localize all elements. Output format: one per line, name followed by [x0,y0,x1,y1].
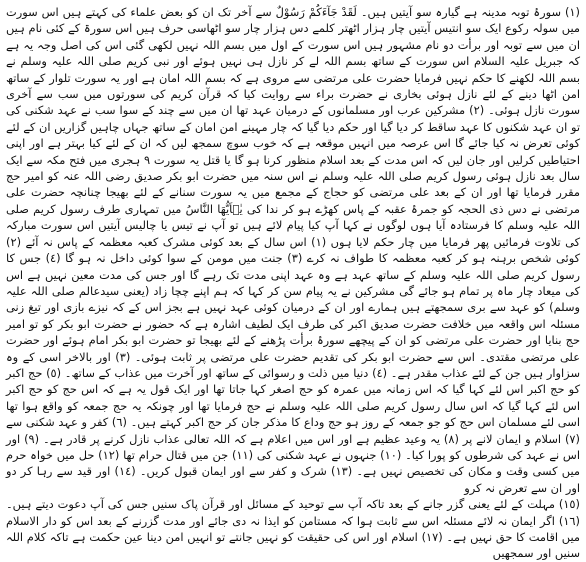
commentary-paragraph: (١) سورۂ توبہ مدینہ ہے گیارہ سو آیتیں ہیں۔ لَقَدْ جَآءَکُمْ رَسُوْلٌ سے آخر تک ان کو بعض علماء کی کہتے ہیں اس سورت میں سولہ رکوع ایک سو انتیس آیتیں چار ہزار اٹھتر کلمے دس ہزار چار سو اٹھاسی حرف ہیں اس سورۃ کے کئی نام ہیں ان میں سے توبہ اور برأت دو نام مشہور ہیں اس سورت کے اول میں بسم اللہ نہیں لکھی گئی اس کی اصل وجہ یہ ہے کہ جبریل علیہ السلام اس سورت کے ساتھ بسم اللہ لے کر نازل ہی نہیں ہوئے اور نبی کریم صلی اللہ علیہ وسلم نے بسم اللہ لکھنے کا حکم نہیں فرمایا حضرت علی مرتضی سے مروی ہے کہ بسم اللہ امان ہے اور یہ سورت تلوار کے ساتھ امن اٹھا دینے کے لئے نازل ہوئی بخاری نے حضرت براء سے روایت کیا کہ قرآن کریم کی سورتوں میں سب سے آخری سورت نازل ہوئی۔ (٢) مشرکین عرب اور مسلمانوں کے درمیان عہد تھا ان میں سے چند کے سوا سب نے عہد شکنی کی تو ان عہد شکنوں کا عہد ساقط کر دیا گیا اور حکم دیا گیا کہ چار مہینے امن امان کے ساتھ جہاں چاہیں گزاریں ان کے لئے کوئی تعرض نہ کیا جائے گا اس عرصہ میں انہیں موقعہ ہے کہ خوب سوچ سمجھ لیں کہ ان کے لئے کیا بہتر ہے اور اپنی احتیاطیں کرلیں اور جان لیں کہ اس مدت کے بعد اسلام منظور کرنا ہو گا یا قتل یہ سورت ٩ ہجری میں فتح مکہ سے ایک سال بعد نازل ہوئی رسول کریم صلی اللہ علیہ وسلم نے اس سنہ میں حضرت ابو بکر صدیق رضی اللہ عنہ کو امیر حج مقرر فرمایا تھا اور ان کے بعد علی مرتضی کو حجاج کے مجمع میں یہ سورت سنانے کے لئے بھیجا چنانچہ حضرت علی مرتضی نے دس ذی الحجہ کو جمرۂ عقبہ کے پاس کھڑے ہو کر ندا کی یٰۤاَیُّهَا النَّاسُ میں تمہاری طرف رسول کریم صلی اللہ علیہ وسلم کا فرستادہ آیا ہوں لوگوں نے کہا آپ کیا پیام لائے ہیں تو آپ نے تیس یا چالیس آیتیں اس سورت مبارکہ کی تلاوت فرمائیں پھر فرمایا میں چار حکم لایا ہوں (١) اس سال کے بعد کوئی مشرک کعبہ معظمہ کے پاس نہ آئے (٢) کوئی شخص برہنہ ہو کر کعبہ معظمہ کا طواف نہ کرے (٣) جنت میں مومن کے سوا کوئی داخل نہ ہو گا (٤) جس کا رسول کریم صلی اللہ علیہ وسلم کے ساتھ عہد ہے وہ عہد اپنی مدت تک رہے گا اور جس کی مدت معین نہیں ہے اس کی میعاد چار ماہ پر تمام ہو جائے گی مشرکین نے یہ پیام سن کر کہا کہ ہم اپنے چچا زاد (یعنی سیدعالم صلی اللہ علیہ وسلم) کو عہد سے بری سمجھتے ہیں ہمارے اور ان کے درمیان کوئی عہد نہیں ہے بجز اس کے کہ نیزے بازی اور تیغ زنی مسئلہ اس واقعہ میں خلافت حضرت صدیق اکبر کی طرف ایک لطیف اشارہ ہے کہ حضور نے حضرت ابو بکر کو تو امیر حج بنایا اور حضرت علی مرتضی کو ان کے پیچھے سورۂ برأت پڑھنے کے لئے بھیجا تو حضرت ابو بکر امام ہوئے اور حضرت علی مرتضی مقتدی۔ اس سے حضرت ابو بکر کی تقدیم حضرت علی مرتضی پر ثابت ہوئی۔ (٣) اور بالاخر اسی کے وہ سزاوار ہیں جن کے لئے عذاب مقدر ہے۔ (٤) دنیا میں ذلت و رسوائی کے ساتھ اور آخرت میں عذاب کے ساتھ۔ (٥) حج اکبر کو حج اکبر اس لئے کہا گیا کہ اس زمانہ میں عمرہ کو حج اصغر کہا جاتا تھا اور ایک قول یہ ہے کہ اس حج کو حج اکبر اس لئے کہا گیا کہ اس سال رسول کریم صلی اللہ علیہ وسلم نے حج فرمایا تھا اور چونکہ یہ حج جمعہ کو واقع ہوا تھا اسی لئے مسلمان اس حج کو جو جمعہ کے روز ہو حج وداع کا مذکر جان کر حج اکبر کہتے ہیں۔ (٦) کفر و عہد شکنی سے (٧) اسلام و ایمان لانے پر (٨) یہ وعید عظیم ہے اور اس میں اعلام ہے کہ اللہ تعالی عذاب نازل کرنے پر قادر ہے۔ (٩) اور اس نے عہد کی شرطوں کو پورا کیا۔ (١٠) جنہوں نے عہد شکنی کی (١١) جن میں قتال حرام تھا (١٢) حل میں خواہ حرم میں کسی وقت و مکان کی تخصیص نہیں ہے۔ (١٣) شرک و کفر سے اور ایمان قبول کریں۔ (١٤) اور قید سے رہا کر دو اور ان سے تعرض نہ کرو [6,5,581,495]
commentary-paragraph-final: (١٥) مہلت کے لئے یعنی گزر جانے کے بعد تاکہ آپ سے توحید کے مسائل اور قرآن پاک سنیں جس کی آپ دعوت دیتے ہیں۔ (١٦) اگر ایمان نہ لائے مسئلہ اس سے ثابت ہوا کہ مستامن کو ایذا نہ دی جائے اور مدت گزرنے کے بعد اس کو دار الاسلام میں اقامت کا حق نہیں ہے۔ (١٧) اسلام اور اس کی حقیقت کو نہیں جانتے تو انہیں امن دینا عین حکمت ہے تاکہ کلام اللہ سنیں اور سمجھیں [6,497,580,561]
